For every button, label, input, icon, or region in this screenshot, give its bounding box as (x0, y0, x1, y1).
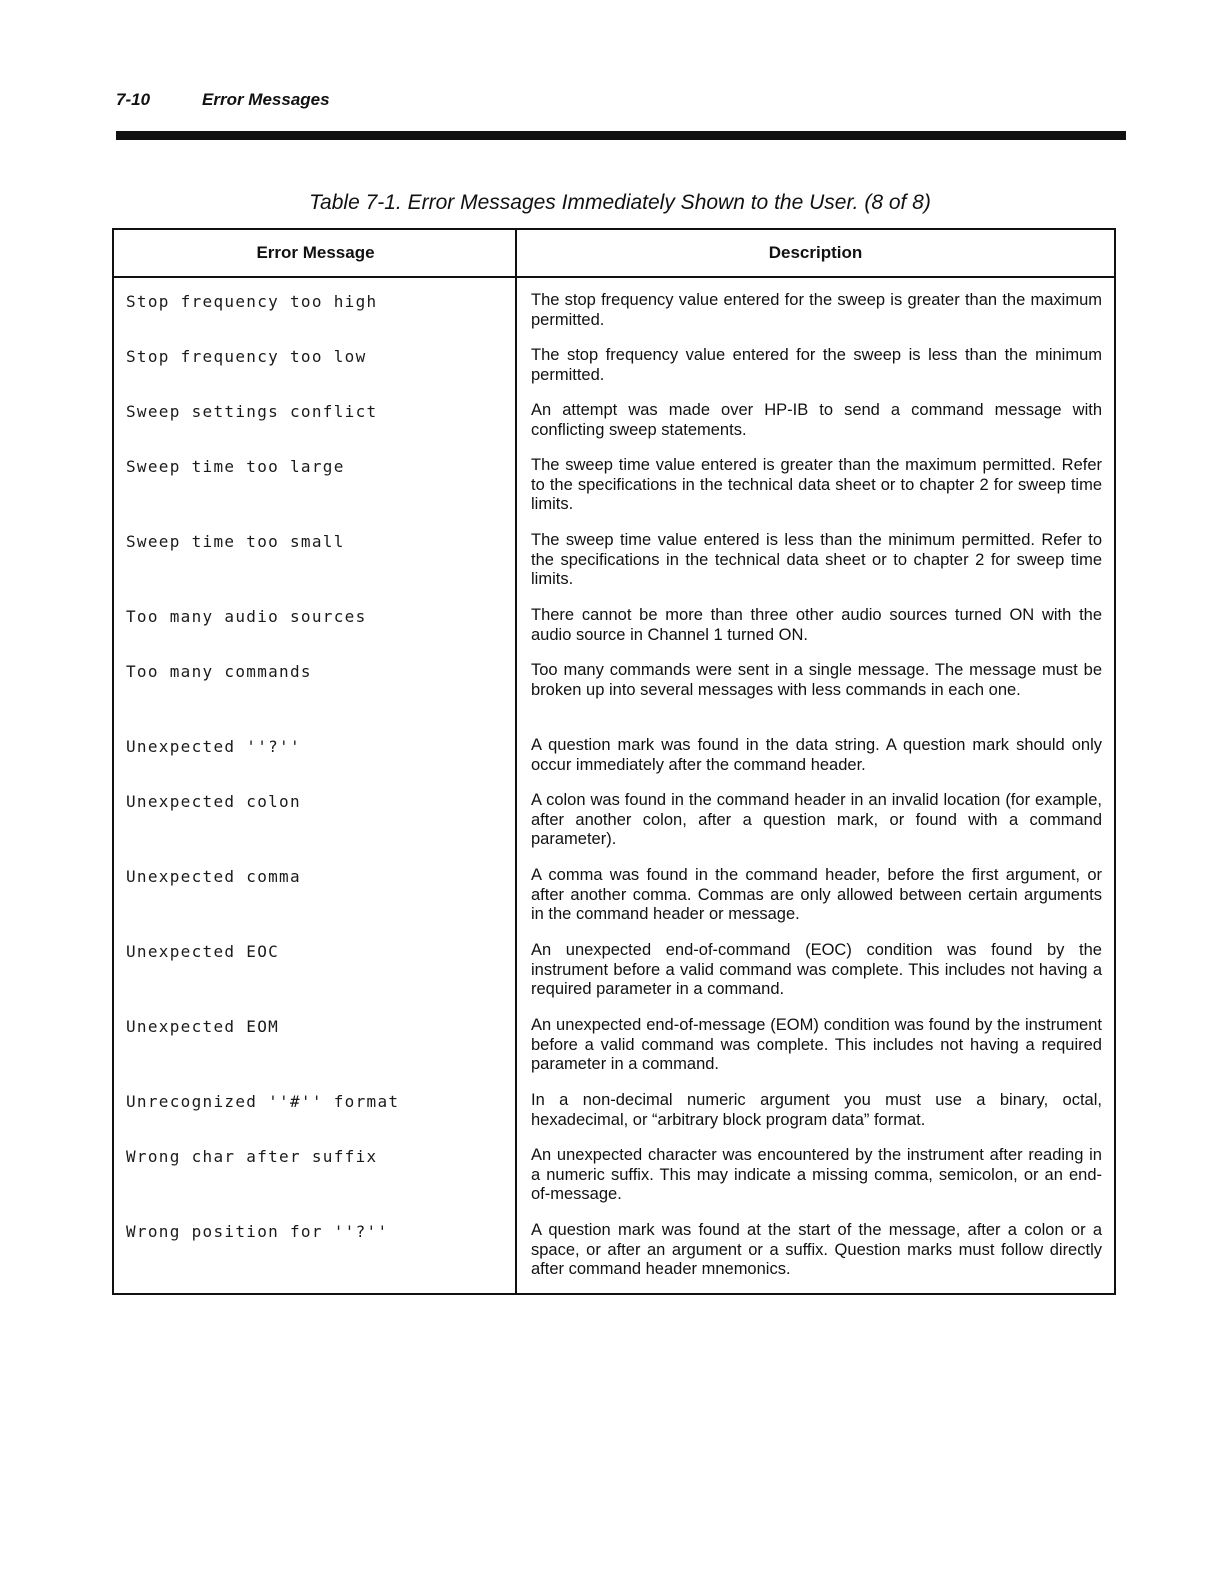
page-number: 7-10 (116, 90, 151, 109)
error-message-cell: Wrong char after suffix (126, 1147, 378, 1166)
error-message-cell: Stop frequency too low (126, 347, 367, 366)
table-row (114, 606, 1114, 661)
table-row (114, 531, 1114, 606)
page-header (116, 90, 1126, 116)
error-message-cell: Unexpected EOC (126, 942, 280, 961)
column-header-error-message: Error Message (256, 243, 375, 262)
description-cell: An unexpected character was encountered by the instrument after reading in a numeric suffix. This may indicate a missing comma, semicolon, or an end-of-message. (531, 1146, 1102, 1203)
description-cell: The sweep time value entered is greater than the maximum permitted. Refer to the specifications in the technical data sheet or to chapter 2 for sweep time limits. (531, 456, 1102, 513)
error-message-cell: Unrecognized ''#'' format (126, 1092, 400, 1111)
table-row (114, 291, 1114, 346)
table-row (114, 736, 1114, 791)
description-cell: The stop frequency value entered for the sweep is less than the minimum permitted. (531, 346, 1102, 384)
description-cell: An attempt was made over HP-IB to send a command message with conflicting sweep statements. (531, 401, 1102, 439)
description-cell: A colon was found in the command header in an invalid location (for example, after another colon, after a question mark, or found with a command parameter). (531, 791, 1102, 848)
table-row (114, 1091, 1114, 1146)
table-row (114, 941, 1114, 1016)
error-message-cell: Stop frequency too high (126, 292, 378, 311)
error-message-cell: Too many commands (126, 662, 312, 681)
table-caption: Table 7-1. Error Messages Immediately Shown to the User. (8 of 8) (309, 191, 931, 214)
table-row (114, 456, 1114, 531)
description-cell: An unexpected end-of-message (EOM) condition was found by the instrument before a valid command was complete. This includes not having a required parameter in a command. (531, 1016, 1102, 1073)
error-message-cell: Unexpected ''?'' (126, 737, 301, 756)
description-cell: There cannot be more than three other audio sources turned ON with the audio source in Channel 1 turned ON. (531, 606, 1102, 644)
table-row (114, 346, 1114, 401)
table-row (114, 791, 1114, 866)
table-header (114, 230, 1114, 278)
error-messages-table (112, 228, 1116, 1295)
description-cell: The stop frequency value entered for the sweep is greater than the maximum permitted. (531, 291, 1102, 329)
description-cell: A question mark was found at the start of the message, after a colon or a space, or after an argument or a suffix. Question marks must follow directly after command header mnemonics. (531, 1221, 1102, 1278)
description-cell: A question mark was found in the data string. A question mark should only occur immediately after the command header. (531, 736, 1102, 774)
table-row (114, 1146, 1114, 1221)
description-cell: Too many commands were sent in a single message. The message must be broken up into several messages with less commands in each one. (531, 661, 1102, 699)
table-body (114, 278, 1114, 1293)
error-message-cell: Too many audio sources (126, 607, 367, 626)
table-row (114, 401, 1114, 456)
error-message-cell: Sweep time too small (126, 532, 345, 551)
error-message-cell: Unexpected comma (126, 867, 301, 886)
description-cell: An unexpected end-of-command (EOC) condition was found by the instrument before a valid command was complete. This includes not having a required parameter in a command. (531, 941, 1102, 998)
table-row (114, 661, 1114, 736)
table-row (114, 1016, 1114, 1091)
error-message-cell: Unexpected colon (126, 792, 301, 811)
error-message-cell: Unexpected EOM (126, 1017, 280, 1036)
column-divider (515, 230, 517, 1293)
error-message-cell: Sweep time too large (126, 457, 345, 476)
table-row (114, 1221, 1114, 1283)
error-message-cell: Wrong position for ''?'' (126, 1222, 389, 1241)
column-header-description: Description (768, 243, 863, 262)
table-row (114, 866, 1114, 941)
description-cell: A comma was found in the command header, before the first argument, or after another comma. Commas are only allowed between certain arguments in the command header or message. (531, 866, 1102, 923)
section-title: Error Messages (202, 90, 330, 109)
description-cell: In a non-decimal numeric argument you must use a binary, octal, hexadecimal, or “arbitrary block program data” format. (531, 1091, 1102, 1129)
description-cell: The sweep time value entered is less than the minimum permitted. Refer to the specifications in the technical data sheet or to chapter 2 for sweep time limits. (531, 531, 1102, 588)
error-message-cell: Sweep settings conflict (126, 402, 378, 421)
header-rule (116, 131, 1126, 140)
